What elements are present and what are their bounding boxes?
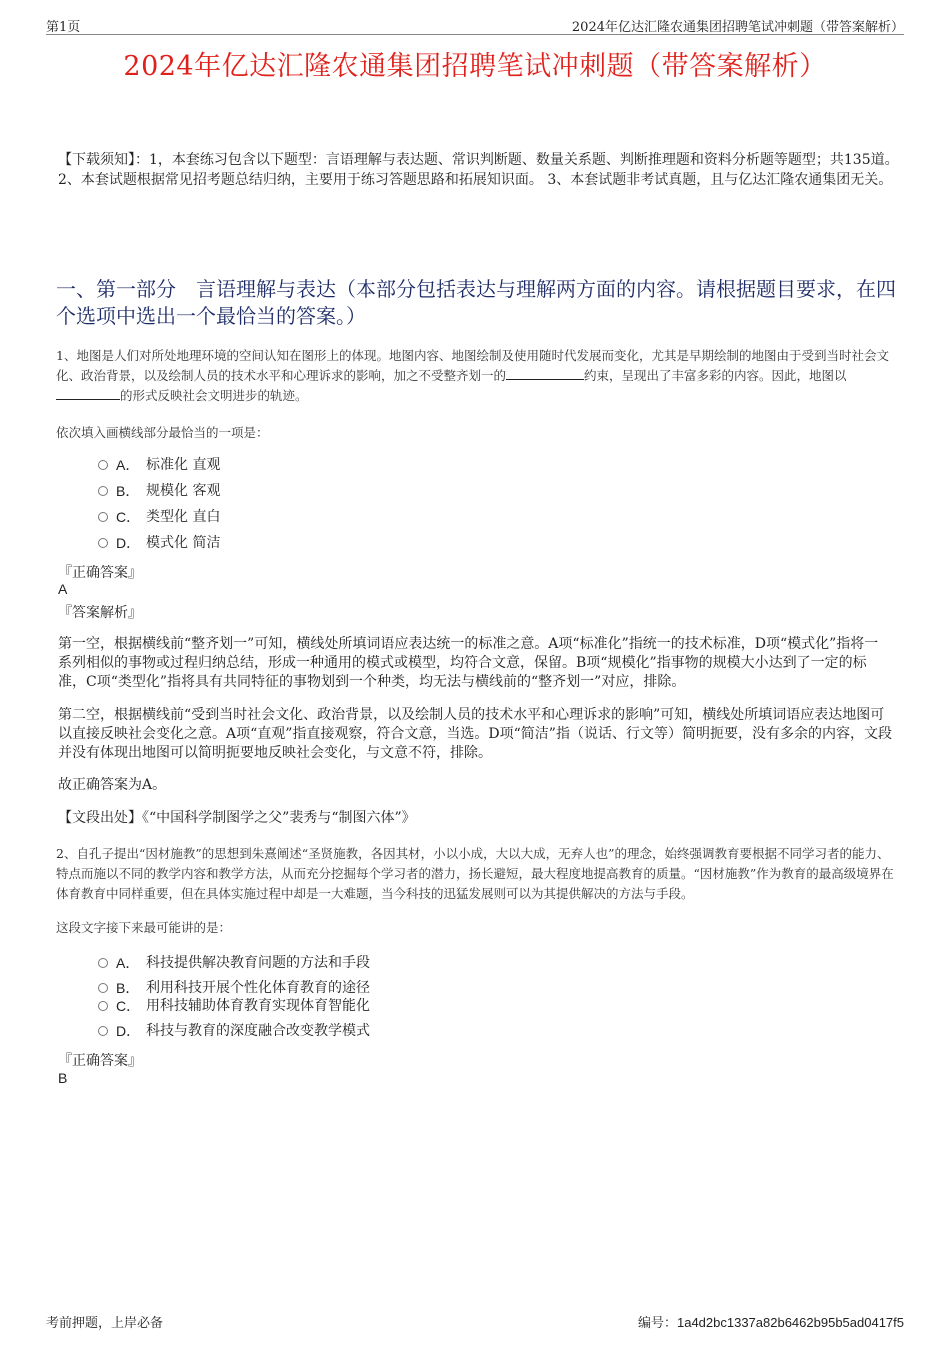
radio-icon[interactable] bbox=[98, 1001, 108, 1011]
question-1-text: 1、地图是人们对所处地理环境的空间认知在图形上的体现。地图内容、地图绘制及使用随时代发展而变化，尤其是早期绘制的地图由于受到当时社会文化、政治背景，以及绘制人员的技术水平和心理诉求的影响，加之不受整齐划一的 约束，呈现出了丰富多彩的内容。因此，地图以的形式反映社会文明进步的轨迹。 bbox=[56, 348, 889, 403]
q1-analysis-para-1: 第一空，根据横线前“整齐划一”可知，横线处所填词语应表达统一的标准之意。A项“标准化”指统一的技术标准，D项“模式化”指将一系列相似的事物或过程归纳总结，形成一种通用的模式或模型，均符合文意，保留。B项“规模化”指事物的规模大小达到了一定的标准，C项“类型化”指将具有共同特征的事物划到一个种类，均无法与横线前的“整齐划一”对应，排除。 bbox=[58, 636, 879, 690]
page-number: 第1页 bbox=[46, 20, 81, 35]
radio-icon[interactable] bbox=[98, 486, 108, 496]
q1-answer: A bbox=[58, 581, 68, 597]
download-notice: 【下载须知】：1，本套练习包含以下题型：言语理解与表达题、常识判断题、数量关系题、判断推理题和资料分析题等题型；共135道。 2、本套试题根据常见招考题总结归纳，主要用于练习答题思路和拓展知识面。 3、本套试题非考试真题，且与亿达汇隆农通集团无关。 bbox=[58, 152, 899, 188]
question-2-prompt: 这段文字接下来最可能讲的是： bbox=[56, 920, 232, 935]
question-2-text: 2、自孔子提出“因材施教”的思想到朱熹阐述“圣贤施教，各因其材，小以小成，大以大成，无弃人也”的理念，始终强调教育要根据不同学习者的能力、特点而施以不同的教学内容和教学方法，从而充分挖掘每个学习者的潜力，扬长避短，最大程度地提高教育的质量。“因材施教”作为教育的最高级境界在体育教育中同样重要，但在具体实施过程中却是一大难题，当今科技的迅猛发展则可以为其提供解决的方法与手段。 bbox=[56, 846, 894, 901]
q1-option-b[interactable]: B． 规模化 客观 bbox=[98, 481, 220, 501]
footer-slogan: 考前押题，上岸必备 bbox=[46, 1316, 164, 1331]
radio-icon[interactable] bbox=[98, 958, 108, 968]
q1-source: 【文段出处】《“中国科学制图学之父”裴秀与“制图六体”》 bbox=[58, 810, 416, 826]
q2-option-a[interactable]: A． 科技提供解决教育问题的方法和手段 bbox=[98, 953, 370, 973]
radio-icon[interactable] bbox=[98, 460, 108, 470]
page-title: 2024年亿达汇隆农通集团招聘笔试冲刺题（带答案解析） bbox=[123, 51, 827, 82]
q1-analysis-label: 『答案解析』 bbox=[58, 605, 142, 621]
page-header bbox=[46, 14, 904, 35]
radio-icon[interactable] bbox=[98, 1026, 108, 1036]
radio-icon[interactable] bbox=[98, 983, 108, 993]
blank-2 bbox=[56, 387, 120, 400]
q1-option-c[interactable]: C． 类型化 直白 bbox=[98, 507, 220, 527]
q2-answer-label: 『正确答案』 bbox=[58, 1053, 142, 1069]
section-heading: 一、第一部分 言语理解与表达（本部分包括表达与理解两方面的内容。请根据题目要求，在四个选项中选出一个最恰当的答案。） bbox=[56, 277, 896, 328]
q2-option-b[interactable]: B． 利用科技开展个性化体育教育的途径 bbox=[98, 978, 370, 998]
blank-1 bbox=[506, 367, 584, 380]
q2-option-d[interactable]: D． 科技与教育的深度融合改变教学模式 bbox=[98, 1021, 370, 1041]
q1-answer-label: 『正确答案』 bbox=[58, 565, 142, 581]
q1-option-d[interactable]: D． 模式化 简洁 bbox=[98, 533, 220, 553]
q1-analysis-conclusion: 故正确答案为A。 bbox=[58, 777, 167, 793]
q2-answer: B bbox=[58, 1070, 68, 1086]
footer-code: 编号：1a4d2bc1337a82b6462b95b5ad0417f5 bbox=[637, 1315, 904, 1331]
radio-icon[interactable] bbox=[98, 538, 108, 548]
q1-analysis-para-2: 第二空，根据横线前“受到当时社会文化、政治背景，以及绘制人员的技术水平和心理诉求的影响”可知，横线处所填词语应表达地图可以直接反映社会变化之意。A项“直观”指直接观察，符合文意，当选。D项“简洁”指（说话、行文等）简明扼要，没有多余的内容，文段并没有体现出地图可以简明扼要地反映社会变化，与文意不符，排除。 bbox=[58, 707, 892, 761]
q1-option-a[interactable]: A． 标准化 直观 bbox=[98, 455, 220, 475]
q2-option-c[interactable]: C． 用科技辅助体育教育实现体育智能化 bbox=[98, 996, 370, 1016]
question-1-prompt: 依次填入画横线部分最恰当的一项是： bbox=[56, 425, 269, 440]
radio-icon[interactable] bbox=[98, 512, 108, 522]
header-doc-title: 2024年亿达汇隆农通集团招聘笔试冲刺题（带答案解析） bbox=[571, 20, 904, 35]
